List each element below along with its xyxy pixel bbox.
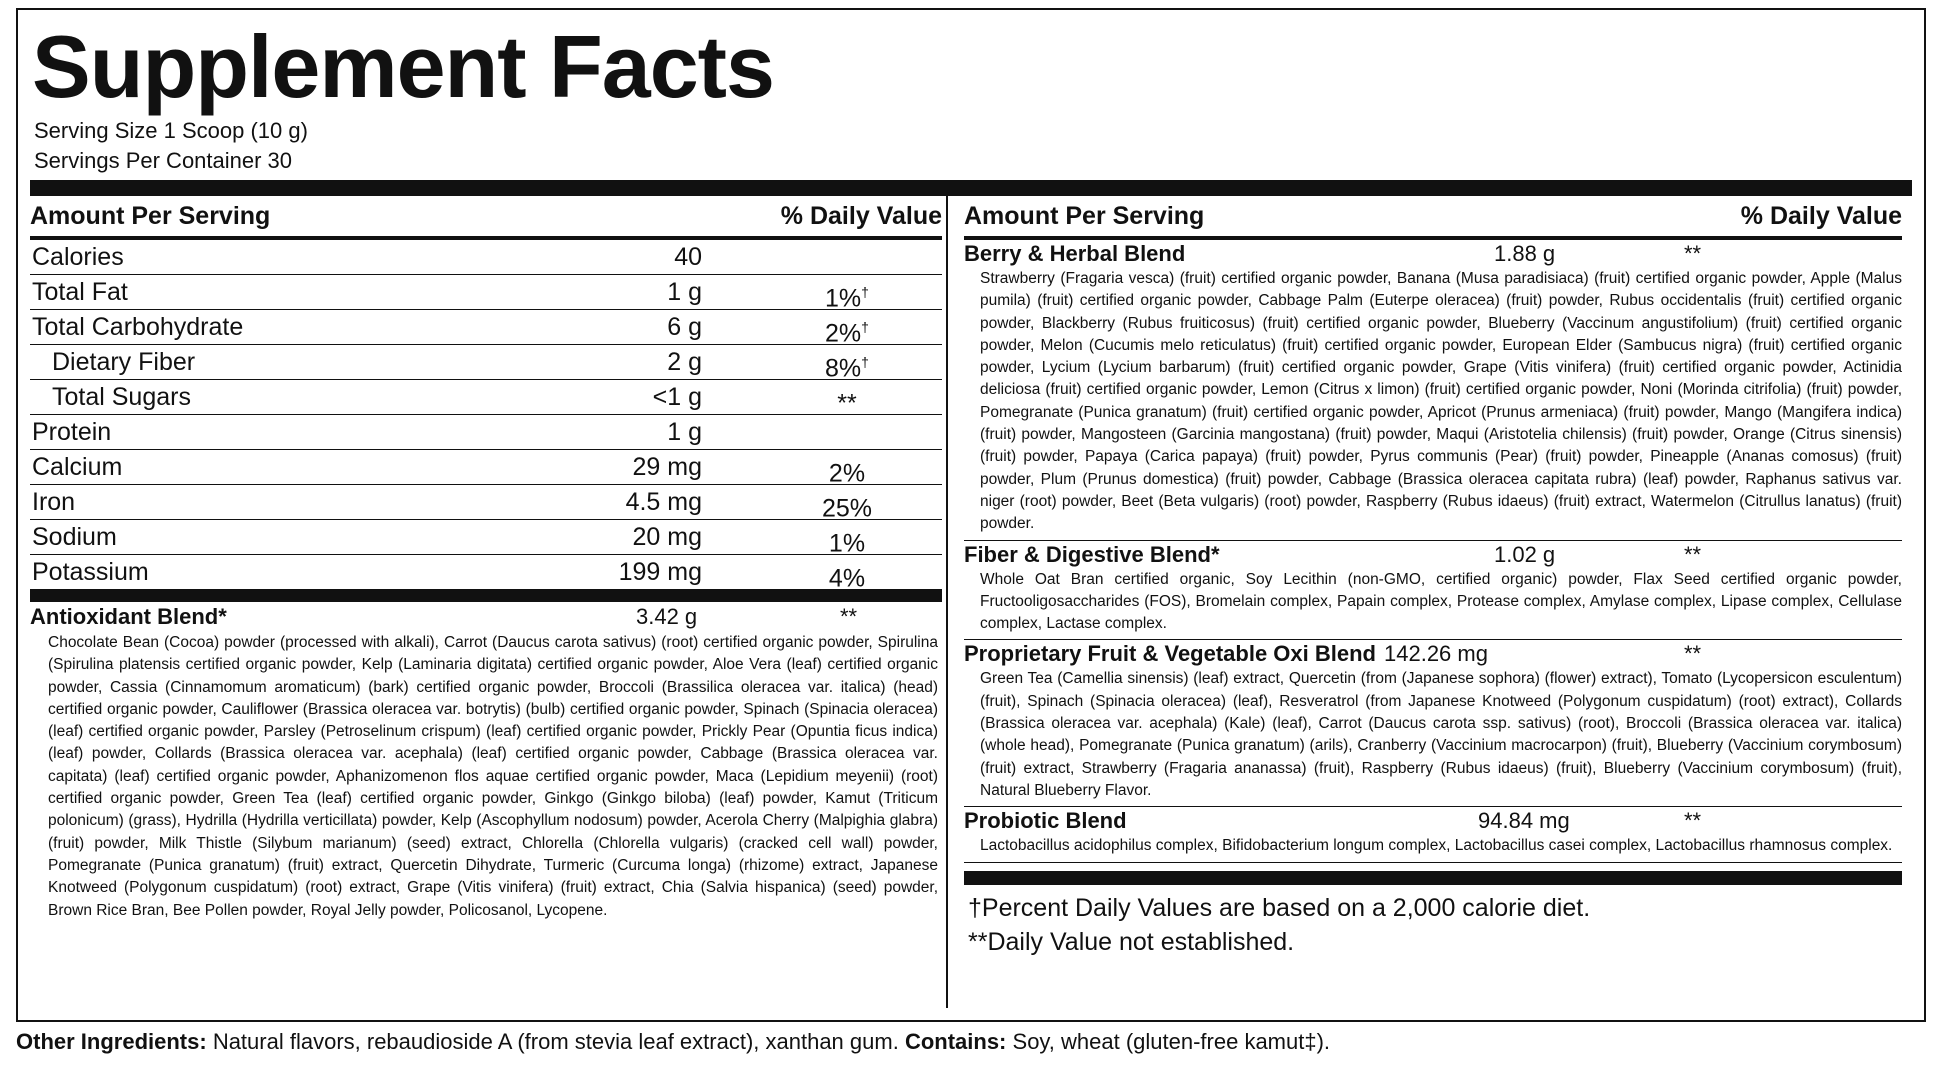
blend-header (964, 541, 1902, 569)
blend-ingredients: Lactobacillus acidophilus complex, Bifidobacterium longum complex, Lactobacillus casei complex, Lactobacillus rhamnosus complex. (980, 837, 1893, 855)
blend-ingredients: Whole Oat Bran certified organic, Soy Lecithin (non-GMO, certified organic) powder, Flax Seed certified organic powder, Fructooligosaccharides (FOS), Bromelain complex, Papain complex, Protease complex, Amylase complex, Lipase complex, Cellulase complex, Lactase complex. (980, 570, 1902, 633)
blend-ingredients: Green Tea (Camellia sinensis) (leaf) extract, Quercetin (from (Japanese sophora) (flower) extract), Tomato (Lycopersicon esculentum) (fruit), Spinach (Spinacia oleracea) (leaf), Resveratrol (from Japanese Knotweed (Polygonum cuspidatum) (root) extract), Collards (Brassica oleracea var. acephala) (Kale) (leaf), Carrot (Daucus carota ssp. sativus) (root), Broccoli (Brassica oleracea var. italica) (whole head), Pomegranate (Punica granatum) (arils), Cranberry (Vaccinium macrocarpon) (fruit), Blueberry (Vaccinium corymbosum) (fruit) extract, Strawberry (Fragaria ananassa) (fruit), Raspberry (Rubus idaeus) (fruit), Blueberry (Vaccinium corymbosum) (fruit), Natural Blueberry Flavor. (980, 670, 1902, 799)
nutrient-amount: 2 g (667, 348, 702, 376)
antioxidant-blend-header (30, 602, 942, 632)
left-column (30, 196, 942, 922)
nutrient-name: Total Fat (32, 278, 128, 306)
nutrient-row (30, 450, 942, 488)
dagger-mark: † (861, 354, 869, 370)
blend-dv: ** (1684, 808, 1702, 834)
daily-value-header: % Daily Value (1740, 202, 1902, 230)
other-ingredients-text: Natural flavors, rebaudioside A (from stevia leaf extract), xanthan gum. (212, 1029, 899, 1054)
nutrient-row (30, 555, 942, 593)
blend-name: Antioxidant Blend* (30, 604, 227, 629)
nutrient-row (30, 275, 942, 313)
right-column (964, 196, 1902, 959)
right-header (964, 196, 1902, 240)
other-ingredients (16, 1022, 1330, 1062)
nutrient-name: Iron (32, 488, 76, 516)
blend-amount: 1.88 g (1494, 241, 1556, 266)
nutrient-name: Total Sugars (52, 383, 191, 411)
blend-name: Berry & Herbal Blend (964, 241, 1186, 266)
blend-dv: ** (1684, 541, 1702, 567)
dagger-mark: † (861, 284, 869, 300)
footnote-thick-bar (964, 871, 1902, 885)
amount-per-serving-header: Amount Per Serving (30, 202, 271, 230)
nutrient-amount: 40 (674, 243, 702, 271)
left-header (30, 196, 942, 240)
contains-label: Contains: (904, 1029, 1007, 1054)
nutrient-name: Dietary Fiber (52, 348, 196, 376)
nutrient-dv: 4% (828, 564, 866, 593)
nutrient-row (30, 380, 942, 418)
nutrient-name: Sodium (32, 523, 117, 551)
blend-amount: 3.42 g (636, 604, 698, 629)
nutrient-name: Calcium (32, 453, 123, 481)
blend-section (964, 807, 1902, 862)
nutrient-table (30, 240, 942, 593)
nutrient-amount: 29 mg (632, 453, 702, 481)
blend-dv: ** (1684, 241, 1702, 266)
blend-dv: ** (840, 604, 858, 629)
blend-amount: 142.26 mg (1384, 641, 1488, 667)
blend-section (964, 541, 1902, 641)
antioxidant-blend (30, 602, 942, 922)
nutrient-dv: 25% (821, 494, 873, 523)
nutrient-name: Total Carbohydrate (32, 313, 244, 341)
nutrient-dv: 2%† (825, 319, 869, 348)
nutrient-row (30, 485, 942, 523)
footnote-dagger: †Percent Daily Values are based on a 2,000 calorie diet. (968, 893, 1591, 922)
daily-value-header: % Daily Value (780, 202, 942, 230)
footnote-star: **Daily Value not established. (968, 927, 1295, 956)
nutrient-amount: <1 g (652, 383, 702, 411)
blend-amount: 94.84 mg (1478, 808, 1570, 834)
nutrient-row (30, 240, 942, 275)
contains-text: Soy, wheat (gluten-free kamut‡). (1012, 1029, 1331, 1054)
nutrient-row (30, 310, 942, 348)
other-ingredients-label: Other Ingredients: (16, 1029, 207, 1054)
blend-section (964, 640, 1902, 807)
serving-size: Serving Size 1 Scoop (10 g) (34, 118, 308, 143)
panel-title: Supplement Facts (32, 17, 774, 116)
nutrient-row (30, 415, 942, 450)
dagger-mark: † (861, 319, 869, 335)
blend-header (964, 640, 1902, 668)
right-blends (964, 240, 1902, 863)
nutrient-name: Protein (32, 418, 112, 446)
supplement-facts-panel (16, 8, 1926, 1022)
nutrient-dv: 1% (828, 529, 866, 558)
blend-header (964, 240, 1902, 268)
blend-ingredients: Strawberry (Fragaria vesca) (fruit) certified organic powder, Banana (Musa paradisiaca) (fruit) certified organic powder, Apple (Malus pumila) (fruit) certified organic powder, Cabbage Palm (Euterpe oleracea) (fruit) powder, Rubus occidentalis (fruit) certified organic powder, Blackberry (Rubus fruiticosus) (fruit) certified organic powder, Blueberry (Vaccinum angustifolium) (fruit) certified organic powder, Melon (Cucumis melo reticulatus) (fruit) certified organic powder, European Elder (Sambucus nigra) (fruit) certified organic powder, Lycium (Lycium barbarum) (fruit) certified organic powder, Grape (Vitis vinifera) (fruit) certified organic powder, Actinidia deliciosa (fruit) certified organic powder, Lemon (Citrus x limon) (fruit) certified organic powder, Noni (Morinda citrifolia) (fruit) powder, Pomegranate (Punica granatum) (fruit) certified organic powder, Apricot (Prunus armeniaca) (fruit) powder, Mango (Mangifera indica) (fruit) powder, Mangosteen (Garcinia mangostana) (fruit) powder, Maqui (Aristotelia chilensis) (fruit) powder, Orange (Citrus sinensis) (fruit) powder, Papaya (Carica papaya) (fruit) powder, Pyrus communis (Pear) (fruit) powder, Pineapple (Ananas comosus) (fruit) powder, Plum (Prunus domestica) (fruit) powder, Cabbage (Brassica oleracea capitata rubra) (leaf) powder, Raphanus sativus var. niger (root) powder, Beet (Beta vulgaris) (root) powder, Raspberry (Rubus idaeus) (fruit) extract, Watermelon (Citrullus lanatus) (fruit) powder. (980, 270, 1902, 533)
amount-per-serving-header: Amount Per Serving (964, 202, 1205, 230)
nutrient-dv: 8%† (825, 354, 869, 383)
column-divider (946, 196, 948, 1008)
blend-header (964, 807, 1902, 835)
nutrient-amount: 6 g (667, 313, 702, 341)
top-thick-bar (30, 180, 1912, 196)
nutrient-amount: 1 g (667, 278, 702, 306)
nutrient-row (30, 345, 942, 383)
blend-dv: ** (1684, 641, 1702, 667)
blend-name: Proprietary Fruit & Vegetable Oxi Blend (964, 641, 1376, 667)
nutrient-name: Potassium (32, 558, 149, 586)
nutrient-dv: 1%† (825, 284, 869, 313)
blend-amount: 1.02 g (1494, 541, 1556, 567)
nutrient-amount: 20 mg (632, 523, 702, 551)
blend-name: Fiber & Digestive Blend* (964, 541, 1220, 567)
nutrient-dv: ** (837, 389, 857, 418)
blend-section (964, 240, 1902, 541)
nutrient-dv: 2% (828, 459, 866, 488)
servings-per-container: Servings Per Container 30 (34, 148, 293, 173)
nutrient-amount: 199 mg (618, 558, 702, 586)
blend-name: Probiotic Blend (964, 808, 1127, 834)
nutrient-amount: 4.5 mg (625, 488, 702, 516)
nutrient-row (30, 520, 942, 558)
blend-ingredients: Chocolate Bean (Cocoa) powder (processed with alkali), Carrot (Daucus carota sativus) (root) certified organic powder, Spirulina (Spirulina platensis certified organic powder, Kelp (Laminaria digitata) certified organic powder, Aloe Vera (leaf) certified organic powder, Cassia (Cinnamomum aromaticum) (bark) certified organic powder, Broccoli (Brassilica oleracea var. italica) (head) certified organic powder, Cauliflower (Brassica oleracea var. botrytis) (bulb) certified organic powder, Spinach (Spinacia oleracea) (leaf) certified organic powder, Parsley (Petroselinum crispum) (leaf) certified organic powder, Prickly Pear (Opuntia ficus indica) (leaf) powder, Collards (Brassica oleracea var. acephala) (leaf) certified organic powder, Cabbage (Brassica oleracea var. capitata) (leaf) certified organic powder, Aphanizomenon flos aquae certified organic powder, Maca (Lepidium meyenii) (root) certified organic powder, Green Tea (leaf) certified organic powder, Ginkgo (Ginkgo biloba) (leaf) powder, Kamut (Triticum polonicum) (grass), Hydrilla (Hydrilla verticillata) powder, Kelp (Ascophyllum nodosum) powder, Acerola Cherry (Malpighia glabra) (fruit) powder, Milk Thistle (Silybum marianum) (seed) extract, Chlorella (Chlorella vulgaris) (cracked cell wall) powder, Pomegranate (Punica granatum) (fruit) extract, Quercetin Dihydrate, Turmeric (Curcuma longa) (rhizome) extract, Japanese Knotweed (Polygonum cuspidatum) (root) extract, Grape (Vitis vinifera) (fruit) extract, Chia (Salvia hispanica) (seed) powder, Brown Rice Bran, Bee Pollen powder, Royal Jelly powder, Policosanol, Lycopene. (48, 634, 938, 919)
nutrient-amount: 1 g (667, 418, 702, 446)
nutrient-name: Calories (32, 243, 124, 271)
